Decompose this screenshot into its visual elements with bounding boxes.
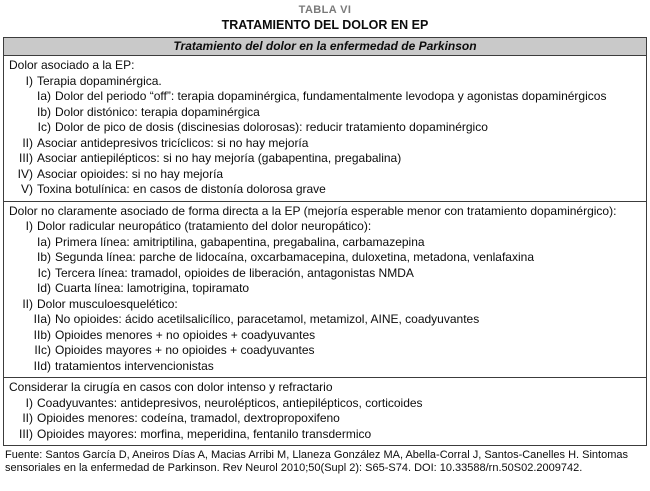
line-text: Asociar antiepilépticos: si no hay mejoría (gabapentina, pregabalina) — [37, 151, 402, 165]
line-text: Toxina botulínica: en casos de distonía dolorosa grave — [37, 182, 326, 196]
table-line — [9, 396, 642, 412]
line-text: tratamientos intervencionistas — [55, 358, 214, 373]
title-block — [0, 0, 650, 32]
line-text: Opioides mayores: morfina, meperidina, fentanilo transdermico — [37, 426, 372, 441]
source-citation: Fuente: Santos García D, Aneiros Días A, Macias Arribi M, Llaneza González MA, Abella-Corral J, Santos-Canelles H. Sintomas sensoriales en la enfermedad de Parkinson. Rev Neurol 2010;50(Supl 2): S65-S74. DOI: 10.33588/rn.50S02.2009742. — [5, 449, 628, 474]
line-text: Asociar antidepresivos tricíclicos: si no hay mejoría — [37, 135, 309, 150]
table-line — [9, 89, 642, 105]
table-line — [9, 266, 642, 282]
line-text: Primera línea: amitriptilina, gabapentina, pregabalina, carbamazepina — [55, 234, 425, 249]
table-line — [9, 411, 642, 427]
line-text: Terapia dopaminérgica. — [37, 73, 162, 88]
table-line — [9, 167, 642, 183]
line-text: Dolor distónico: terapia dopaminérgica — [55, 104, 260, 119]
line-prefix: V) — [21, 182, 33, 196]
line-prefix: II) — [22, 296, 33, 311]
table-line — [9, 120, 642, 136]
line-text: Considerar la cirugía en casos con dolor intenso y refractario — [9, 380, 333, 394]
line-text: Dolor musculoesquelético: — [37, 296, 178, 311]
line-prefix: Id) — [36, 281, 51, 295]
page-title: TRATAMIENTO DEL DOLOR EN EP — [221, 18, 429, 32]
line-text: Dolor de pico de dosis (discinesias dolorosas): reducir tratamiento dopaminérgico — [55, 120, 488, 134]
table-line — [9, 136, 642, 152]
line-text: Dolor radicular neuropático (tratamiento del dolor neuropático): — [37, 219, 372, 233]
table-section — [4, 56, 646, 201]
line-text: Opioides menores + no opioides + coadyuvantes — [55, 327, 316, 342]
line-prefix: I) — [25, 73, 33, 88]
table-line — [9, 219, 642, 235]
line-prefix: IId) — [33, 358, 51, 373]
line-text: Opioides mayores + no opioides + coadyuvantes — [55, 343, 315, 357]
table-line — [9, 312, 642, 328]
table-line — [9, 328, 642, 344]
table-section — [4, 201, 646, 378]
line-prefix: III) — [19, 426, 33, 441]
line-prefix: Ic) — [37, 265, 51, 280]
table-line — [9, 359, 642, 375]
line-prefix: II) — [22, 135, 33, 150]
treatment-table — [3, 37, 647, 446]
table-line — [9, 182, 642, 198]
line-text: Dolor no claramente asociado de forma directa a la EP (mejoría esperable menor con tratamiento dopaminérgico): — [9, 203, 617, 218]
table-line — [9, 427, 642, 443]
line-text: Cuarta línea: lamotrigina, topiramato — [55, 281, 250, 295]
line-text: Tercera línea: tramadol, opioides de liberación, antagonistas NMDA — [55, 265, 414, 280]
table-line — [9, 235, 642, 251]
line-prefix: I) — [25, 395, 33, 410]
line-text: Dolor del periodo “off”: terapia dopaminérgica, fundamentalmente levodopa y agonistas dopaminérgicos — [55, 89, 607, 103]
line-prefix: IV) — [17, 166, 33, 181]
line-prefix: Ia) — [36, 234, 51, 249]
table-sections — [4, 56, 646, 445]
line-prefix: Ib) — [36, 250, 51, 264]
table-line — [9, 151, 642, 167]
line-prefix: Ic) — [37, 120, 51, 134]
table-line — [9, 380, 642, 396]
table-section — [4, 377, 646, 445]
line-prefix: Ib) — [36, 104, 51, 119]
line-text: Opioides menores: codeína, tramadol, dextropropoxifeno — [37, 411, 340, 425]
table-line — [9, 250, 642, 266]
line-text: Dolor asociado a la EP: — [9, 58, 135, 72]
table-line — [9, 204, 642, 220]
line-text: Asociar opioides: si no hay mejoría — [37, 166, 224, 181]
table-label: TABLA VI — [298, 4, 352, 16]
table-line — [9, 343, 642, 359]
line-prefix: III) — [19, 151, 33, 165]
table-line — [9, 105, 642, 121]
table-line — [9, 297, 642, 313]
table-line — [9, 281, 642, 297]
line-prefix: Ia) — [36, 89, 51, 103]
table-line — [9, 58, 642, 74]
line-prefix: IIb) — [33, 327, 51, 342]
line-text: No opioides: ácido acetilsalicílico, paracetamol, metamizol, AINE, coadyuvantes — [55, 312, 480, 326]
line-prefix: IIc) — [34, 343, 51, 357]
table-header: Tratamiento del dolor en la enfermedad de Parkinson — [4, 38, 646, 56]
table-line — [9, 74, 642, 90]
line-text: Coadyuvantes: antidepresivos, neurolépticos, antiepilépticos, corticoides — [37, 395, 423, 410]
line-prefix: II) — [22, 411, 33, 425]
line-text: Segunda línea: parche de lidocaína, oxcarbamacepina, duloxetina, metadona, venlafaxina — [55, 250, 534, 264]
line-prefix: I) — [25, 219, 33, 233]
line-prefix: IIa) — [33, 312, 51, 326]
